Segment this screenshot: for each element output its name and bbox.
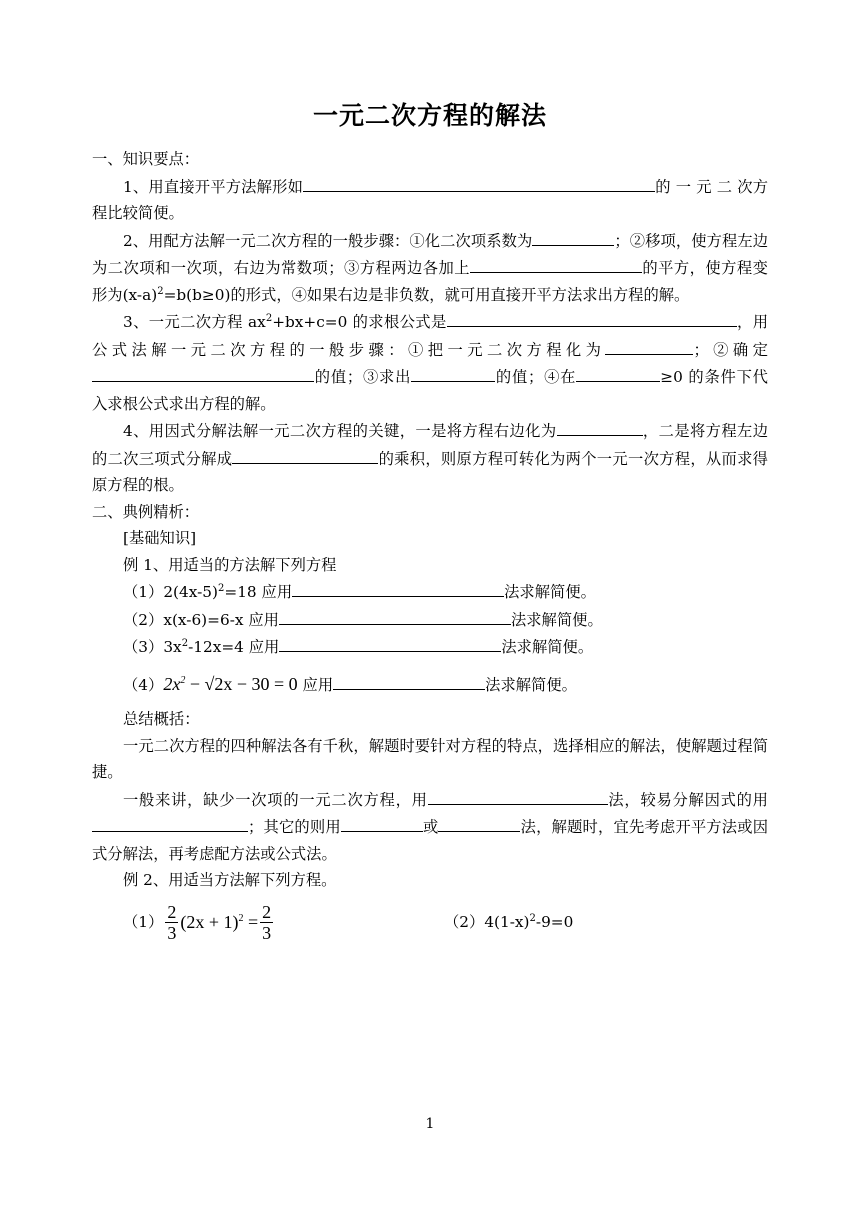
summary-paragraph-2: 一般来讲，缺少一次项的一元二次方程，用 法，较易分解因式的用；其它的则用 或 法，解题时，宜先考虑开平方法或因式分解法，再考虑配方法或公式法。 — [92, 786, 768, 868]
example-1-heading: 例 1、用适当的方法解下列方程 — [123, 555, 337, 574]
example-1-item-3: $(3)3x^2-12x=4$ 应用 法求解简便。 — [92, 633, 768, 661]
knowledge-point-2: 2、用配方法解一元二次方程的一般步骤：①化二次项系数为 ；②移项，使方程左边为二次项和一次项，右边为常数项；③方程两边各加上 的平方，使方程变形为$(x-a)^2=b(b\ge 0)$的形式，④如果右边是非负数，就可用直接开平方法求出方程的解。 — [92, 227, 768, 309]
example-1-item-4: $(4)2x^2 - √2x - 30 = 0$ 应用 法求解简便。 — [92, 671, 768, 699]
fill-blank[interactable] — [428, 786, 608, 805]
example-2-item-2: $(2)4(1-x)^2-9=0$ — [444, 912, 574, 931]
fill-blank[interactable] — [232, 445, 378, 464]
fill-blank[interactable] — [470, 254, 642, 273]
fill-blank[interactable] — [447, 308, 737, 327]
fill-blank[interactable] — [279, 606, 511, 625]
basic-knowledge-label: [基础知识] — [123, 529, 197, 547]
equation: $2x^2 - √2x - 30 = 0$ — [163, 673, 298, 694]
fill-blank[interactable] — [333, 671, 485, 690]
section-heading-knowledge: 一、知识要点： — [92, 150, 200, 168]
example-2-heading: 例 2、用适当方法解下列方程。 — [123, 871, 337, 889]
section-heading-examples: 二、典例精析： — [92, 502, 200, 521]
fill-blank[interactable] — [279, 633, 501, 652]
fill-blank[interactable] — [303, 173, 655, 192]
page-title: 一元二次方程的解法 — [312, 101, 547, 130]
example-1-item-2: （2）x(x-6)=6-x 应用 法求解简便。 — [92, 606, 768, 634]
page-number: 1 — [425, 1116, 435, 1132]
fill-blank[interactable] — [92, 813, 248, 832]
fill-blank[interactable] — [341, 813, 423, 832]
knowledge-point-3: 3、一元二次方程 $ax^2+bx+c=0$ 的求根公式是 ，用公式法解一元二次方程的一般步骤：①把一元二次方程化为 ；②确定的值；③求出 的值；④在 ≥0 的条件下代入求根公式求出方程的解。 — [92, 308, 768, 417]
fill-blank[interactable] — [438, 813, 520, 832]
example-1-item-1: $(1)2(4x-5)^2=18$ 应用 法求解简便。 — [92, 578, 768, 606]
knowledge-point-4: 4、用因式分解法解一元二次方程的关键，一是将方程右边化为 ，二是将方程左边的二次三项式分解成 的乘积，则原方程可转化为两个一元一次方程，从而求得原方程的根。 — [92, 417, 768, 499]
fill-blank[interactable] — [92, 363, 314, 382]
summary-paragraph-1: 一元二次方程的四种解法各有千秋，解题时要针对方程的特点，选择相应的解法，使解题过程简捷。 — [92, 736, 768, 781]
fraction: $\frac{2}{3}$ — [167, 901, 177, 943]
fraction: $\frac{2}{3}$ — [262, 901, 272, 943]
example-2-item-1: （1） $\frac{2}{3}$ $(2x + 1)^2$ = $\frac{2}{3}$ — [123, 901, 272, 943]
example-2-equations — [92, 902, 768, 943]
fill-blank[interactable] — [292, 578, 504, 597]
fill-blank[interactable] — [557, 417, 643, 436]
fill-blank[interactable] — [576, 363, 660, 382]
fill-blank[interactable] — [605, 336, 693, 355]
summary-title: 总结概括： — [123, 710, 200, 728]
fill-blank[interactable] — [532, 227, 614, 246]
fill-blank[interactable] — [411, 363, 495, 382]
knowledge-point-1: 1、用直接开平方法解形如 的 一 元 二 次方程比较简便。 — [92, 173, 768, 227]
